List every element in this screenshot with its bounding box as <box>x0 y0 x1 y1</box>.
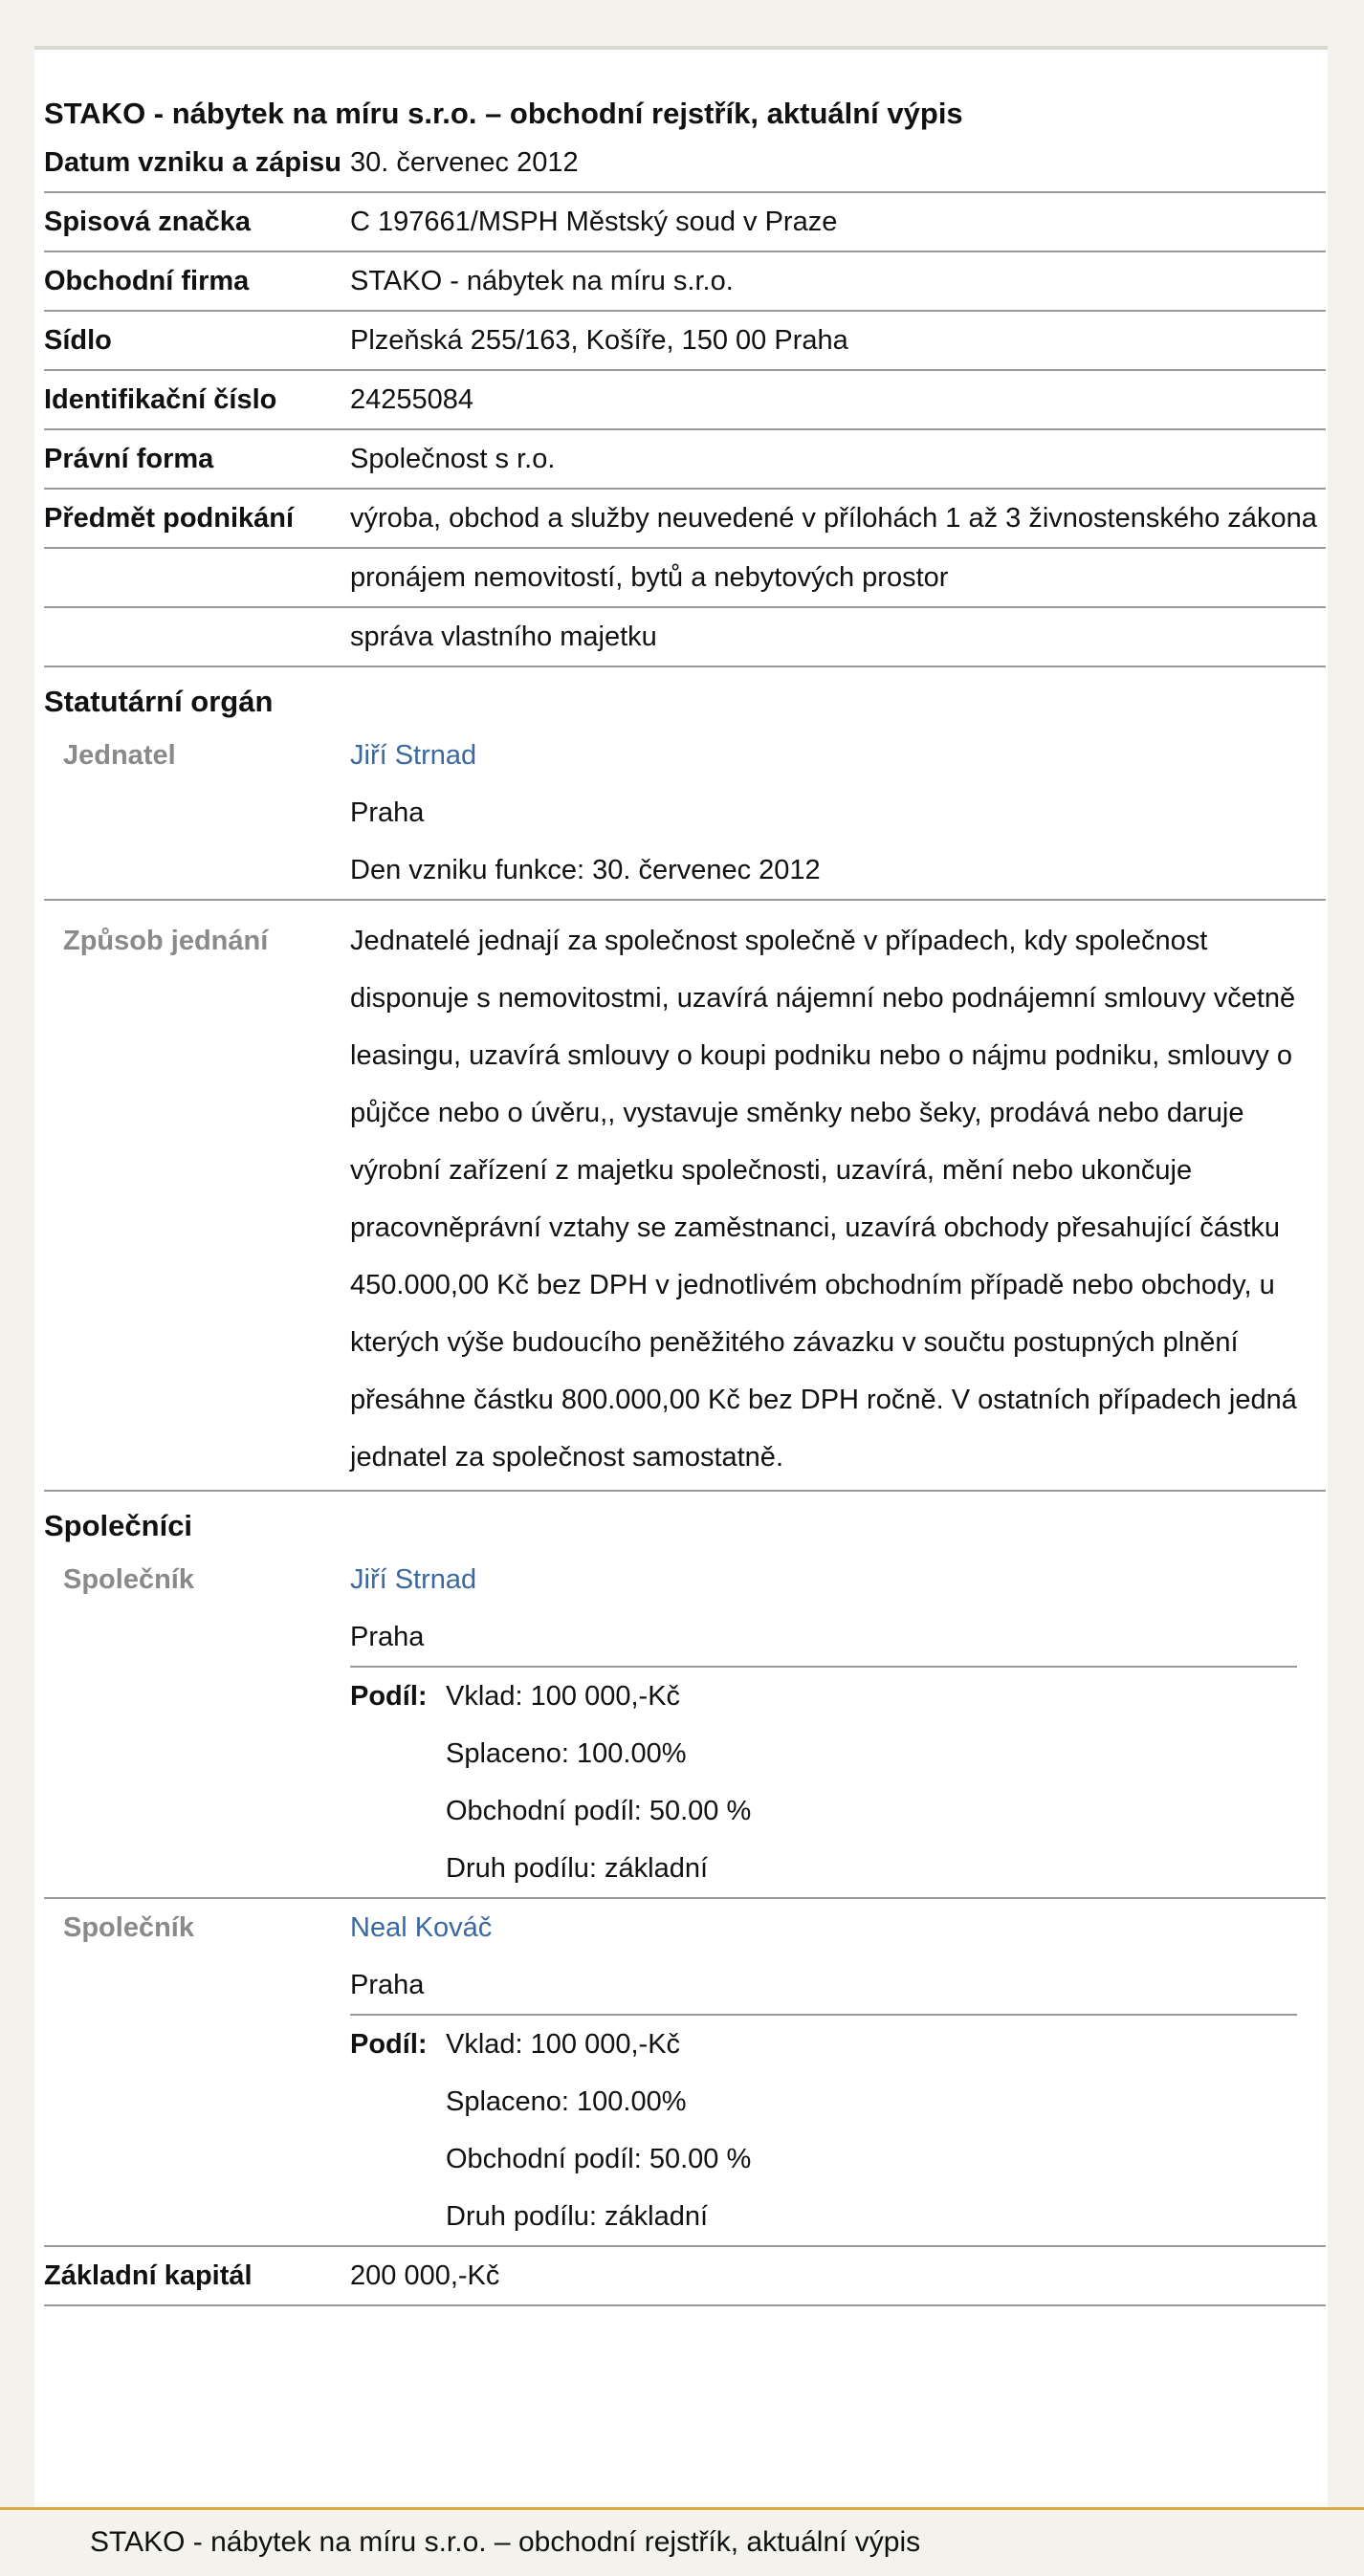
row-label: Základní kapitál <box>44 2260 253 2291</box>
row-ico <box>44 371 1326 430</box>
row-spolecnik-1 <box>44 1551 1326 1899</box>
podil-values <box>446 2016 751 2245</box>
row-value: 200 000,-Kč <box>350 2260 500 2291</box>
row-obchodni-firma <box>44 252 1326 312</box>
row-value: výroba, obchod a služby neuvedené v přílohách 1 až 3 živnostenského zákona <box>350 503 1317 534</box>
row-predmet-podnikani <box>44 490 1326 549</box>
splaceno: Splaceno: 100.00% <box>446 2086 687 2117</box>
person-city: Praha <box>350 1622 425 1652</box>
footer-title: STAKO - nábytek na míru s.r.o. – obchodní rejstřík, aktuální výpis <box>90 2526 921 2558</box>
footer <box>0 2507 1364 2576</box>
row-value: STAKO - nábytek na míru s.r.o. <box>350 266 734 296</box>
row-spisova-znacka <box>44 193 1326 252</box>
row-label: Obchodní firma <box>44 266 250 296</box>
row-label: Jednatel <box>63 740 176 771</box>
row-datum-vzniku <box>44 134 1326 193</box>
spolecnik-details <box>350 1551 1326 1897</box>
row-zakladni-kapital <box>44 2247 1326 2306</box>
row-jednatel <box>44 727 1326 901</box>
register-extract <box>44 94 1326 2306</box>
row-spolecnik-2 <box>44 1899 1326 2247</box>
row-label-empty <box>44 549 350 606</box>
row-label: Předmět podnikání <box>44 503 295 534</box>
row-sidlo <box>44 312 1326 371</box>
row-value: Plzeňská 255/163, Košíře, 150 00 Praha <box>350 325 848 356</box>
section-heading-spolecnici: Společníci <box>44 1509 193 1542</box>
person-link[interactable]: Jiří Strnad <box>350 1564 477 1595</box>
section-heading-statutarni: Statutární orgán <box>44 685 274 718</box>
obchodni-podil: Obchodní podíl: 50.00 % <box>446 1796 752 1826</box>
row-label: Společník <box>63 1564 194 1595</box>
row-label: Způsob jednání <box>63 926 269 956</box>
vklad: Vklad: 100 000,-Kč <box>446 2029 681 2060</box>
row-label: Společník <box>63 1912 194 1943</box>
row-value: 24255084 <box>350 384 474 415</box>
person-city: Praha <box>350 1970 425 2000</box>
row-value: správa vlastního majetku <box>350 622 657 652</box>
row-label: Identifikační číslo <box>44 384 277 415</box>
row-zpusob-jednani <box>44 901 1326 1492</box>
row-value: pronájem nemovitostí, bytů a nebytových prostor <box>350 562 949 593</box>
row-predmet-podnikani-3 <box>44 608 1326 667</box>
person-link[interactable]: Neal Kováč <box>350 1912 493 1943</box>
obchodni-podil: Obchodní podíl: 50.00 % <box>446 2144 752 2174</box>
row-label: Datum vzniku a zápisu <box>44 147 342 178</box>
person-link[interactable]: Jiří Strnad <box>350 740 477 771</box>
podil-block <box>350 1666 1297 1897</box>
row-label: Spisová značka <box>44 207 251 237</box>
jednatel-details <box>350 727 1326 899</box>
function-since: Den vzniku funkce: 30. červenec 2012 <box>350 855 821 885</box>
podil-block <box>350 2014 1297 2245</box>
podil-label: Podíl: <box>350 1681 428 1712</box>
person-city: Praha <box>350 797 425 828</box>
page-title: STAKO - nábytek na míru s.r.o. – obchodní rejstřík, aktuální výpis <box>44 97 963 130</box>
podil-values <box>446 1668 751 1897</box>
zpusob-jednani-text: Jednatelé jednají za společnost společně v případech, kdy společnost disponuje s nemovitostmi, uzavírá nájemní nebo podnájemní smlouvy včetně leasingu, uzavírá smlouvy o koupi podniku nebo o nájmu podniku, smlouvy o půjčce nebo o úvěru,, vystavuje směnky nebo šeky, prodává nebo daruje výrobní zařízení z majetku společnosti, uzavírá, mění nebo ukončuje pracovněprávní vztahy se zaměstnanci, uzavírá obchody přesahující částku 450.000,00 Kč bez DPH v jednotlivém obchodním případě nebo obchody, u kterých výše budoucího peněžitého závazku v součtu postupných plnění přesáhne částku 800.000,00 Kč bez DPH ročně. V ostatních případech jedná jednatel za společnost samostatně. <box>350 926 1297 1473</box>
row-value: 30. červenec 2012 <box>350 147 579 178</box>
splaceno: Splaceno: 100.00% <box>446 1738 687 1769</box>
row-label: Právní forma <box>44 444 214 474</box>
document-page <box>34 46 1328 2507</box>
druh-podilu: Druh podílu: základní <box>446 2201 709 2232</box>
row-label-empty <box>44 608 350 666</box>
vklad: Vklad: 100 000,-Kč <box>446 1681 681 1712</box>
row-label: Sídlo <box>44 325 112 356</box>
podil-label: Podíl: <box>350 2029 428 2060</box>
row-value: Společnost s r.o. <box>350 444 556 474</box>
spolecnik-details <box>350 1899 1326 2245</box>
row-value: C 197661/MSPH Městský soud v Praze <box>350 207 838 237</box>
row-predmet-podnikani-2 <box>44 549 1326 608</box>
druh-podilu: Druh podílu: základní <box>446 1853 709 1884</box>
row-pravni-forma <box>44 430 1326 490</box>
